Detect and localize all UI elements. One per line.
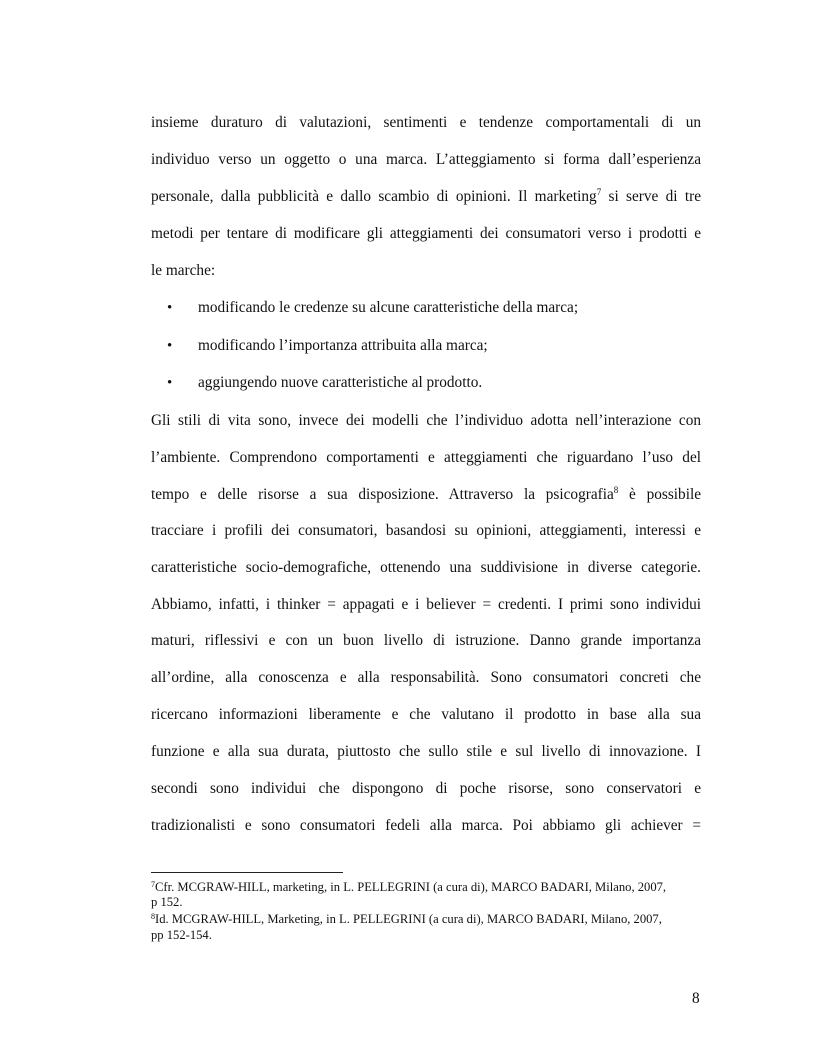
footnote-ref-7: 7 <box>596 187 602 197</box>
body-line: Abbiamo, infatti, i thinker = appagati e i believer = credenti. I primi sono individui <box>151 596 701 613</box>
footnote-number: 8 <box>151 912 155 921</box>
body-line: individuo verso un oggetto o una marca. L’atteggiamento si forma dall’esperienza <box>151 151 701 168</box>
bullet-icon: • <box>167 338 173 354</box>
list-item: modificando l’importanza attribuita alla marca; <box>198 337 488 354</box>
body-line: Gli stili di vita sono, invece dei modelli che l’individuo adotta nell’interazione con <box>151 412 701 429</box>
footnote-separator <box>151 872 343 873</box>
bullet-icon: • <box>167 300 173 316</box>
body-line: ricercano informazioni liberamente e che valutano il prodotto in base alla sua <box>151 706 701 723</box>
footnote-8-continued: pp 152-154. <box>151 928 212 942</box>
body-line: secondi sono individui che dispongono di poche risorse, sono conservatori e <box>151 780 701 797</box>
list-item: modificando le credenze su alcune caratteristiche della marca; <box>198 299 579 316</box>
footnote-text: Cfr. MCGRAW-HILL, marketing, in L. PELLEGRINI (a cura di), MARCO BADARI, Milano, 2007, <box>155 880 667 894</box>
body-line: all’ordine, alla conoscenza e alla responsabilità. Sono consumatori concreti che <box>151 669 701 686</box>
footnote-8 <box>151 912 701 926</box>
text-segment: è possibile <box>618 486 701 503</box>
body-line: insieme duraturo di valutazioni, sentimenti e tendenze comportamentali di un <box>151 114 701 131</box>
body-line-with-footnote-8 <box>151 486 701 504</box>
body-line: tradizionalisti e sono consumatori fedeli alla marca. Poi abbiamo gli achiever = <box>151 817 701 834</box>
body-line: metodi per tentare di modificare gli atteggiamenti dei consumatori verso i prodotti e <box>151 225 701 242</box>
text-segment: personale, dalla pubblicità e dallo scambio di opinioni. Il marketing <box>151 188 597 205</box>
body-line: funzione e alla sua durata, piuttosto che sullo stile e sul livello di innovazione. I <box>151 743 701 760</box>
footnote-number: 7 <box>151 880 155 889</box>
page-number: 8 <box>692 990 700 1007</box>
body-line: le marche: <box>151 262 216 279</box>
text-segment: si serve di tre <box>601 188 701 205</box>
footnote-7-continued: p 152. <box>151 895 183 909</box>
footnote-text: Id. MCGRAW-HILL, Marketing, in L. PELLEGRINI (a cura di), MARCO BADARI, Milano, 2007, <box>155 912 662 926</box>
body-line: maturi, riflessivi e con un buon livello di istruzione. Danno grande importanza <box>151 632 701 649</box>
body-line: tracciare i profili dei consumatori, basandosi su opinioni, atteggiamenti, interessi e <box>151 522 701 539</box>
list-item: aggiungendo nuove caratteristiche al prodotto. <box>198 374 483 391</box>
bullet-icon: • <box>167 375 173 391</box>
body-line: l’ambiente. Comprendono comportamenti e atteggiamenti che riguardano l’uso del <box>151 449 701 466</box>
text-segment: tempo e delle risorse a sua disposizione. Attraverso la psicografia <box>151 486 614 503</box>
body-line: caratteristiche socio-demografiche, ottenendo una suddivisione in diverse categorie. <box>151 559 701 576</box>
footnote-7 <box>151 880 701 894</box>
footnote-ref-8: 8 <box>613 485 619 495</box>
body-line-with-footnote-7 <box>151 188 701 206</box>
